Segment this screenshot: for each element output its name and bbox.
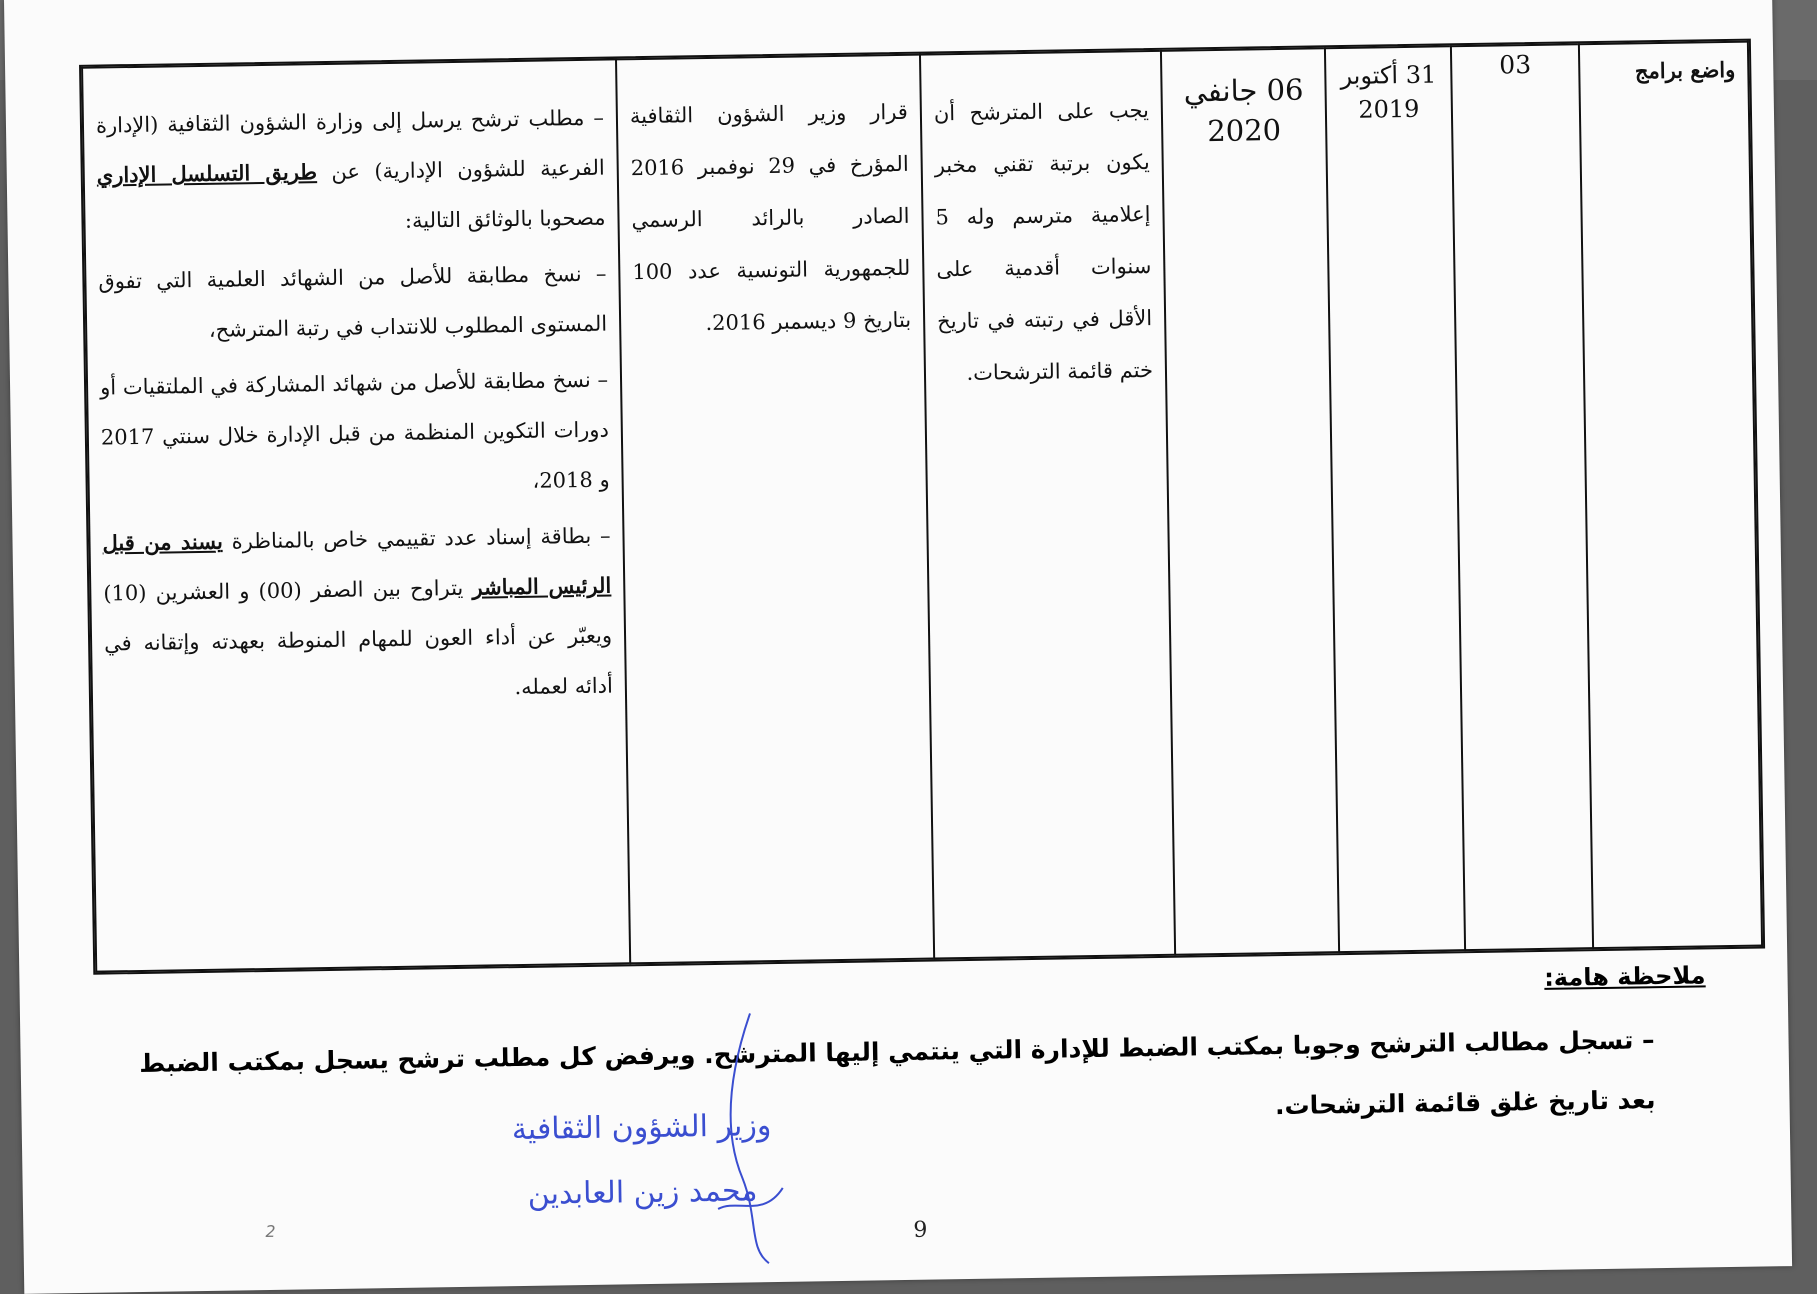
signature-stamp: [512, 1108, 774, 1242]
opening-date-cell: 31 أكتوبر 2019: [1325, 46, 1465, 952]
program-cell: واضع برامج: [1579, 42, 1762, 949]
required-documents-cell: [82, 59, 630, 971]
positions-table: [79, 39, 1765, 975]
important-note: [124, 961, 1708, 1154]
document-item: [96, 93, 606, 251]
page-number: 9: [913, 1217, 928, 1243]
document-item: – نسخ مطابقة للأصل من شهائد المشاركة في الملتقيات أو دورات التكوين المنظمة من قبل الإدارة خلال سنتي 2017 و 2018،: [99, 367, 610, 493]
document-item-emphasis: طريق التسلسل الإداري: [96, 159, 318, 188]
signature-title: وزير الشؤون الثقافية: [511, 1108, 772, 1148]
document-item-text: يتراوح بين الصفر (00) و العشرين (10) ويعبّر عن أداء العون للمهام المنوطة بعهدته وإتقانه في أدائه لعمله.: [103, 575, 614, 700]
table-row: [82, 42, 1762, 972]
margin-mark: 2: [265, 1221, 276, 1242]
document-item: – نسخ مطابقة للأصل من الشهائد العلمية التي تفوق المستوى المطلوب للانتداب في رتبة المترشح،: [98, 261, 608, 342]
note-title: ملاحظة هامة:: [1543, 961, 1706, 992]
document-item-emphasis: يسند من قبل الرئيس المباشر: [102, 528, 612, 600]
document-item: [102, 511, 613, 719]
conditions-cell: يجب على المترشح أن يكون برتبة تقني مخبر إعلامية مترسم وله 5 سنوات أقدمية على الأقل في رتبته في تاريخ ختم قائمة الترشحات.: [920, 51, 1175, 959]
document-page: [4, 0, 1792, 1294]
document-item-text: – بطاقة إسناد عدد تقييمي خاص بالمناظرة: [222, 523, 611, 554]
legal-basis-cell: قرار وزير الشؤون الثقافية المؤرخ في 29 نوفمبر 2016 الصادر بالرائد الرسمي للجمهورية التونسية عدد 100 بتاريخ 9 ديسمبر 2016.: [616, 55, 934, 964]
positions-cell: 03: [1451, 44, 1593, 950]
signature-name: محمد زين العابدين: [527, 1173, 758, 1212]
note-body: – تسجل مطالب الترشح وجوبا بمكتب الضبط للإدارة التي ينتمي إليها المترشح. ويرفض كل مطلب ترشح يسجل بمكتب الضبط بعد تاريخ غلق قائمة الترشحات.: [139, 1025, 1656, 1121]
closing-date-cell: 06 جانفي 2020: [1161, 48, 1339, 954]
document-item-text: – مطلب ترشح يرسل إلى وزارة الشؤون الثقافية (الإدارة الفرعية للشؤون الإدارية) عن: [95, 105, 605, 185]
document-item-text: مصحوبا بالوثائق التالية:: [404, 205, 606, 233]
